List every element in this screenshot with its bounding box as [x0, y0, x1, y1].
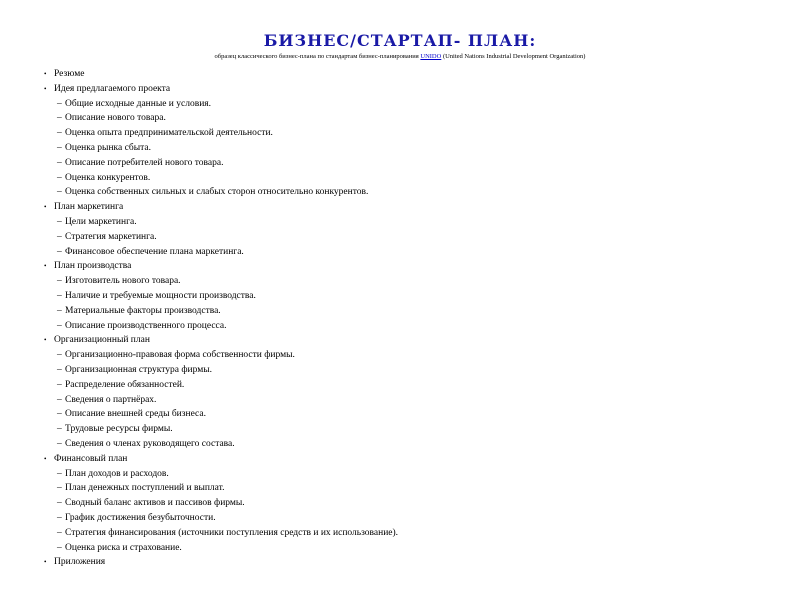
dash-icon: – [57, 187, 62, 198]
outline-item-text: Финансовое обеспечение плана маркетинга. [65, 246, 244, 257]
outline-subitem [44, 111, 784, 126]
outline-item-text: Наличие и требуемые мощности производства. [65, 290, 256, 301]
subtitle-text: образец классического бизнес-плана по стандартам бизнес-планирования [214, 53, 421, 60]
outline-subitem [44, 304, 784, 319]
bullet-icon: • [44, 262, 47, 271]
outline-section [44, 259, 784, 274]
bullet-icon: • [44, 203, 47, 212]
dash-icon: – [57, 350, 62, 361]
dash-icon: – [57, 364, 62, 375]
outline-subitem [44, 215, 784, 230]
dash-icon: – [57, 305, 62, 316]
outline-item-text: Организационный план [54, 335, 150, 346]
outline-item-text: Стратегия маркетинга. [65, 231, 157, 242]
dash-icon: – [57, 172, 62, 183]
outline-subitem [44, 467, 784, 482]
outline-item-text: Распределение обязанностей. [65, 379, 185, 390]
dash-icon: – [57, 512, 62, 523]
dash-icon: – [57, 246, 62, 257]
outline-item-text: Материальные факторы производства. [65, 305, 221, 316]
outline-subitem [44, 348, 784, 363]
dash-icon: – [57, 527, 62, 538]
dash-icon: – [57, 468, 62, 479]
outline-item-text: Финансовый план [54, 453, 128, 464]
outline-subitem [44, 245, 784, 260]
outline-item-text: Общие исходные данные и условия. [65, 98, 212, 109]
outline-item-text: Описание потребителей нового товара. [65, 157, 224, 168]
outline-subitem [44, 97, 784, 112]
outline-section [44, 555, 784, 570]
dash-icon: – [57, 424, 62, 435]
outline-item-text: Оценка конкурентов. [65, 172, 151, 183]
dash-icon: – [57, 157, 62, 168]
outline-subitem [44, 319, 784, 334]
outline-subitem [44, 289, 784, 304]
outline-item-text: Сводный баланс активов и пассивов фирмы. [65, 498, 245, 509]
outline-section [44, 82, 784, 97]
outline-subitem [44, 230, 784, 245]
outline-item-text: Оценка риска и страхование. [65, 542, 182, 553]
dash-icon: – [57, 216, 62, 227]
outline-section [44, 452, 784, 467]
dash-icon: – [57, 128, 62, 139]
outline-item-text: Оценка рынка сбыта. [65, 142, 151, 153]
outline-subitem [44, 407, 784, 422]
page-title: БИЗНЕС/СТАРТАП- ПЛАН: [263, 31, 537, 50]
outline-item-text: План маркетинга [54, 202, 124, 213]
outline-subitem [44, 156, 784, 171]
dash-icon: – [57, 276, 62, 287]
dash-icon: – [57, 98, 62, 109]
dash-icon: – [57, 113, 62, 124]
outline-subitem [44, 378, 784, 393]
outline-item-text: Описание внешней среды бизнеса. [65, 409, 206, 420]
dash-icon: – [57, 438, 62, 449]
outline-subitem [44, 141, 784, 156]
dash-icon: – [57, 231, 62, 242]
outline-item-text: Сведения о членах руководящего состава. [65, 438, 235, 449]
outline-item-text: Стратегия финансирования (источники поступления средств и их использование). [65, 527, 399, 538]
outline-item-text: План доходов и расходов. [65, 468, 169, 479]
dash-icon: – [57, 320, 62, 331]
page-subtitle [0, 53, 800, 60]
dash-icon: – [57, 498, 62, 509]
outline-subitem [44, 422, 784, 437]
bullet-icon: • [44, 336, 47, 345]
outline-subitem [44, 274, 784, 289]
outline-item-text: Описание производственного процесса. [65, 320, 227, 331]
outline-item-text: Приложения [54, 557, 106, 568]
outline-subitem [44, 541, 784, 556]
outline-item-text: Резюме [54, 69, 85, 79]
outline-item-text: Организационно-правовая форма собственности фирмы. [65, 350, 295, 361]
outline-subitem [44, 363, 784, 378]
dash-icon: – [57, 142, 62, 153]
outline-item-text: График достижения безубыточности. [65, 512, 216, 523]
outline-section [44, 200, 784, 215]
outline-subitem [44, 511, 784, 526]
outline-subitem [44, 171, 784, 186]
bullet-icon: • [44, 454, 47, 463]
outline-section [44, 67, 784, 82]
dash-icon: – [57, 409, 62, 420]
outline-item-text: Оценка опыта предпринимательской деятельности. [65, 128, 273, 139]
outline-subitem [44, 185, 784, 200]
outline-subitem [44, 496, 784, 511]
dash-icon: – [57, 290, 62, 301]
outline-subitem [44, 526, 784, 541]
outline-subitem [44, 437, 784, 452]
bullet-icon: • [44, 558, 47, 567]
business-plan-outline [44, 67, 784, 570]
outline-item-text: Сведения о партнёрах. [65, 394, 157, 405]
outline-item-text: План производства [54, 261, 132, 272]
outline-item-text: Изготовитель нового товара. [65, 276, 181, 287]
dash-icon: – [57, 394, 62, 405]
subtitle-text-after: (United Nations Industrial Development Organization) [441, 53, 586, 60]
outline-section [44, 333, 784, 348]
outline-item-text: План денежных поступлений и выплат. [65, 483, 225, 494]
bullet-icon: • [44, 70, 47, 78]
outline-item-text: Трудовые ресурсы фирмы. [65, 424, 173, 435]
dash-icon: – [57, 483, 62, 494]
outline-item-text: Описание нового товара. [65, 113, 166, 124]
dash-icon: – [57, 542, 62, 553]
outline-subitem [44, 126, 784, 141]
dash-icon: – [57, 379, 62, 390]
outline-item-text: Оценка собственных сильных и слабых сторон относительно конкурентов. [65, 187, 369, 198]
outline-item-text: Идея предлагаемого проекта [54, 83, 171, 94]
unido-link[interactable]: UNIDO [420, 53, 442, 60]
bullet-icon: • [44, 84, 47, 93]
outline-subitem [44, 481, 784, 496]
outline-subitem [44, 393, 784, 408]
outline-item-text: Цели маркетинга. [65, 216, 137, 227]
outline-item-text: Организационная структура фирмы. [65, 364, 212, 375]
